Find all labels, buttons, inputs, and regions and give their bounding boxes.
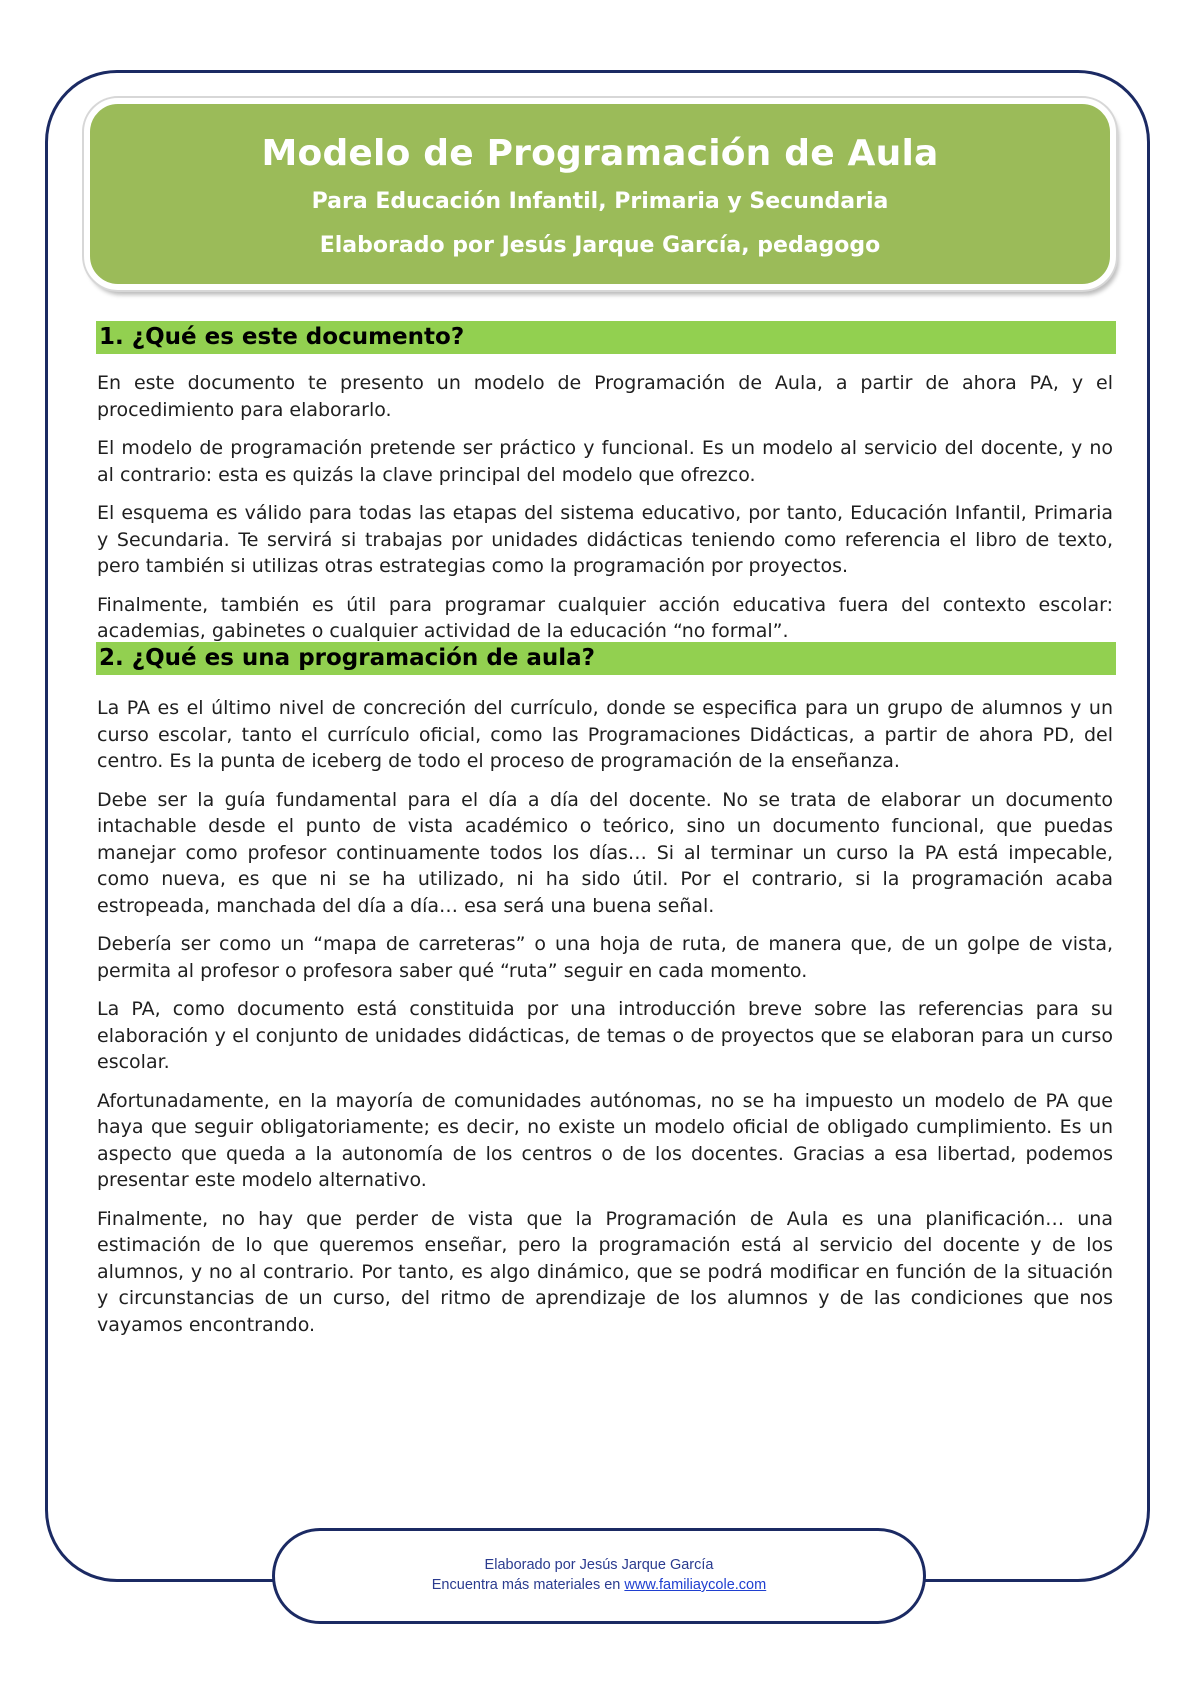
- section-1-paragraph: El esquema es válido para todas las etapas del sistema educativo, por tanto, Educación Infantil, Primaria y Secundaria. Te servirá si trabajas por unidades didácticas teniendo como referencia el libro de texto, pero también si utilizas otras estrategias como la programación por proyectos.: [97, 502, 1113, 577]
- header-banner: [84, 98, 1116, 290]
- document-subtitle: Para Educación Infantil, Primaria y Secundaria: [311, 189, 889, 214]
- section-2-body: [97, 695, 1113, 1350]
- section-1-paragraph: En este documento te presento un modelo de Programación de Aula, a partir de ahora PA, y el procedimiento para elaborarlo.: [97, 372, 1113, 421]
- section-2-paragraph: La PA, como documento está constituida por una introducción breve sobre las referencias para su elaboración y el conjunto de unidades didácticas, de temas o de proyectos que se elaboran para un curso escolar.: [97, 998, 1113, 1073]
- section-1-heading: 1. ¿Qué es este documento?: [96, 321, 1116, 354]
- document-title: Modelo de Programación de Aula: [261, 133, 939, 174]
- footer-materials-line: [275, 1575, 923, 1595]
- section-2-heading: 2. ¿Qué es una programación de aula?: [96, 642, 1116, 675]
- footer-materials-text: Encuentra más materiales en: [431, 1577, 625, 1593]
- section-2-paragraph: La PA es el último nivel de concreción del currículo, donde se especifica para un grupo de alumnos y un curso escolar, tanto el currículo oficial, como las Programaciones Didácticas, a partir de ahora PD, del centro. Es la punta de iceberg de todo el proceso de programación de la enseñanza.: [97, 697, 1113, 772]
- section-1-paragraph: El modelo de programación pretende ser práctico y funcional. Es un modelo al servicio del docente, y no al contrario: esta es quizás la clave principal del modelo que ofrezco.: [97, 437, 1113, 486]
- section-2-paragraph: Finalmente, no hay que perder de vista que la Programación de Aula es una planificación… una estimación de lo que queremos enseñar, pero la programación está al servicio del docente y de los alumnos, y no al contrario. Por tanto, es algo dinámico, que se podrá modificar en función de la situación y circunstancias de un curso, del ritmo de aprendizaje de los alumnos y de las condiciones que nos vayamos encontrando.: [97, 1207, 1113, 1336]
- section-2-paragraph: Debe ser la guía fundamental para el día a día del docente. No se trata de elaborar un documento intachable desde el punto de vista académico o teórico, sino un documento funcional, que puedas manejar como profesor continuamente todos los días… Si al terminar un curso la PA está impecable, como nueva, es que ni se ha utilizado, ni ha sido útil. Por el contrario, si la programación acaba estropeada, manchada del día a día… esa será una buena señal.: [97, 788, 1113, 917]
- section-1-body: [97, 370, 1113, 657]
- section-2-paragraph: Debería ser como un “mapa de carreteras” o una hoja de ruta, de manera que, de un golpe de vista, permita al profesor o profesora saber qué “ruta” seguir en cada momento.: [97, 933, 1113, 982]
- footer-website-link[interactable]: www.familiaycole.com: [624, 1577, 767, 1593]
- document-author-line: Elaborado por Jesús Jarque García, pedagogo: [319, 233, 881, 258]
- footer: [272, 1528, 926, 1624]
- section-2-paragraph: Afortunadamente, en la mayoría de comunidades autónomas, no se ha impuesto un modelo de PA que haya que seguir obligatoriamente; es decir, no existe un modelo oficial de obligado cumplimiento. Es un aspecto que queda a la autonomía de los centros o de los docentes. Gracias a esa libertad, podemos presentar este modelo alternativo.: [97, 1089, 1113, 1191]
- section-1-paragraph: Finalmente, también es útil para programar cualquier acción educativa fuera del contexto escolar: academias, gabinetes o cualquier actividad de la educación “no formal”.: [97, 593, 1113, 642]
- footer-credit: Elaborado por Jesús Jarque García: [484, 1557, 714, 1573]
